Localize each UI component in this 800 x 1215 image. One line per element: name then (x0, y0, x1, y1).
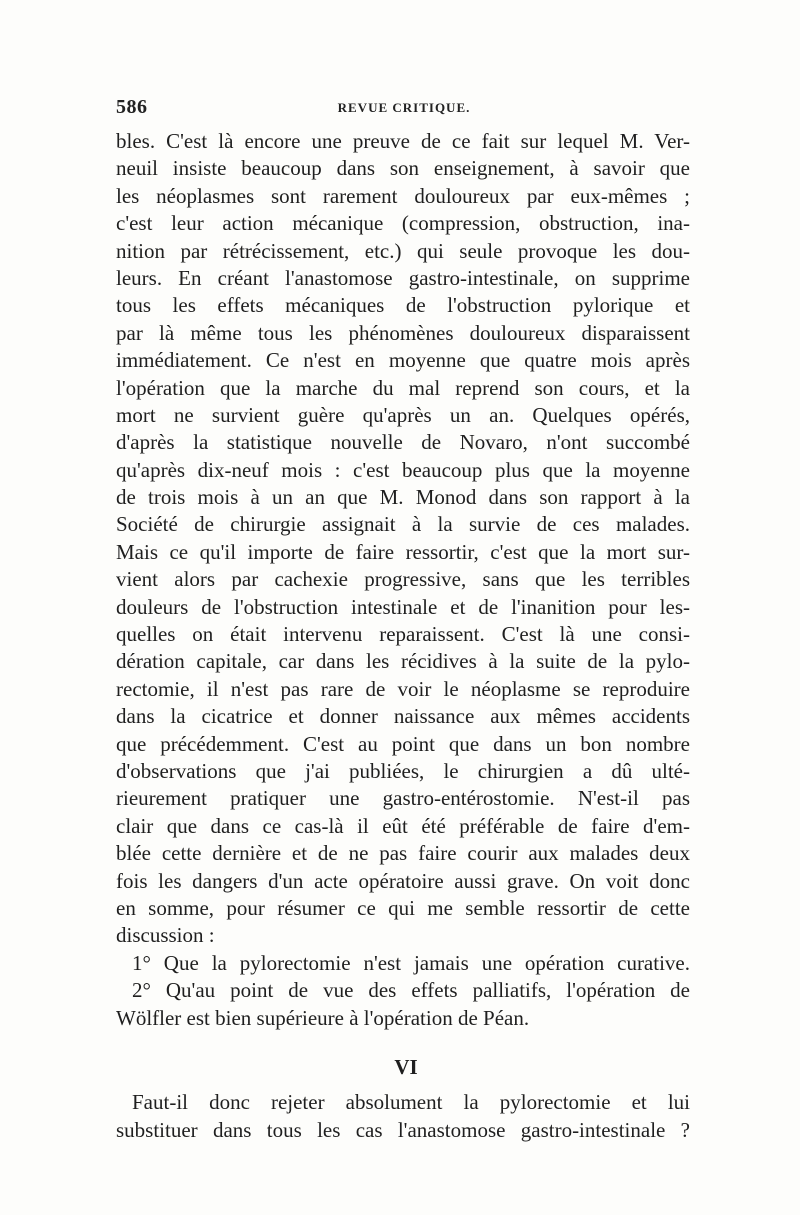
text-line: blée cette dernière et de ne pas faire courir aux malades deux (116, 841, 690, 866)
text-line: Société de chirurgie assignait à la survie de ces malades. (116, 512, 690, 537)
journal-title: REVUE CRITIQUE. (337, 100, 471, 115)
text-line: immédiatement. Ce n'est en moyenne que quatre mois après (116, 348, 690, 373)
text-line: Mais ce qu'il importe de faire ressortir, c'est que la mort sur- (116, 539, 690, 564)
text-line: clair que dans ce cas-là il eût été préférable de faire d'em- (116, 813, 690, 838)
conclusion-item-2-continued: Wölfler est bien supérieure à l'opération de Péan. (116, 1005, 530, 1030)
text-line: tous les effets mécaniques de l'obstruction pylorique et (116, 293, 690, 318)
text-line: dération capitale, car dans les récidives à la suite de la pylo- (116, 649, 690, 674)
section-text-line: Faut-il donc rejeter absolument la pylorectomie et lui (132, 1090, 690, 1115)
text-line: d'observations que j'ai publiées, le chirurgien a dû ulté- (116, 758, 690, 783)
text-line: l'opération que la marche du mal reprend son cours, et la (116, 375, 690, 400)
text-line: neuil insiste beaucoup dans son enseignement, à savoir que (116, 156, 690, 181)
text-line: les néoplasmes sont rarement douloureux par eux-mêmes ; (116, 183, 690, 208)
text-line: dans la cicatrice et donner naissance aux mêmes accidents (116, 704, 690, 729)
text-line: rieurement pratiquer une gastro-entérostomie. N'est-il pas (116, 786, 690, 811)
text-line: bles. C'est là encore une preuve de ce fait sur lequel M. Ver- (116, 129, 690, 153)
text-line: que précédemment. C'est au point que dans un bon nombre (116, 731, 690, 756)
conclusion-item-1: 1° Que la pylorectomie n'est jamais une opération curative. (132, 950, 690, 975)
text-line-last: discussion : (116, 923, 215, 948)
text-line: d'après la statistique nouvelle de Novaro, n'ont succombé (116, 430, 690, 455)
text-line: de trois mois à un an que M. Monod dans son rapport à la (116, 485, 690, 510)
running-head (116, 96, 692, 120)
text-line: quelles on était intervenu reparaissent. C'est là une consi- (116, 622, 690, 647)
text-line: nition par rétrécissement, etc.) qui seule provoque les dou- (116, 238, 690, 263)
conclusion-item-2: 2° Qu'au point de vue des effets palliatifs, l'opération de (132, 978, 690, 1003)
text-line: douleurs de l'obstruction intestinale et de l'inanition pour les- (116, 594, 690, 619)
text-line: fois les dangers d'un acte opératoire aussi grave. On voit donc (116, 868, 690, 893)
section-heading: VI (394, 1054, 418, 1079)
text-line: par là même tous les phénomènes douloureux disparaissent (116, 320, 690, 345)
text-line: mort ne survient guère qu'après un an. Quelques opérés, (116, 402, 690, 427)
page-number: 586 (116, 96, 148, 118)
text-line: leurs. En créant l'anastomose gastro-intestinale, on supprime (116, 265, 690, 290)
text-line: qu'après dix-neuf mois : c'est beaucoup plus que la moyenne (116, 457, 690, 482)
section-text-line: substituer dans tous les cas l'anastomose gastro-intestinale ? (116, 1117, 690, 1142)
text-line: rectomie, il n'est pas rare de voir le néoplasme se reproduire (116, 676, 690, 701)
text-line: en somme, pour résumer ce qui me semble ressortir de cette (116, 895, 690, 920)
body-text (116, 128, 690, 1144)
text-line: vient alors par cachexie progressive, sans que les terribles (116, 567, 690, 592)
text-line: c'est leur action mécanique (compression, obstruction, ina- (116, 211, 690, 236)
